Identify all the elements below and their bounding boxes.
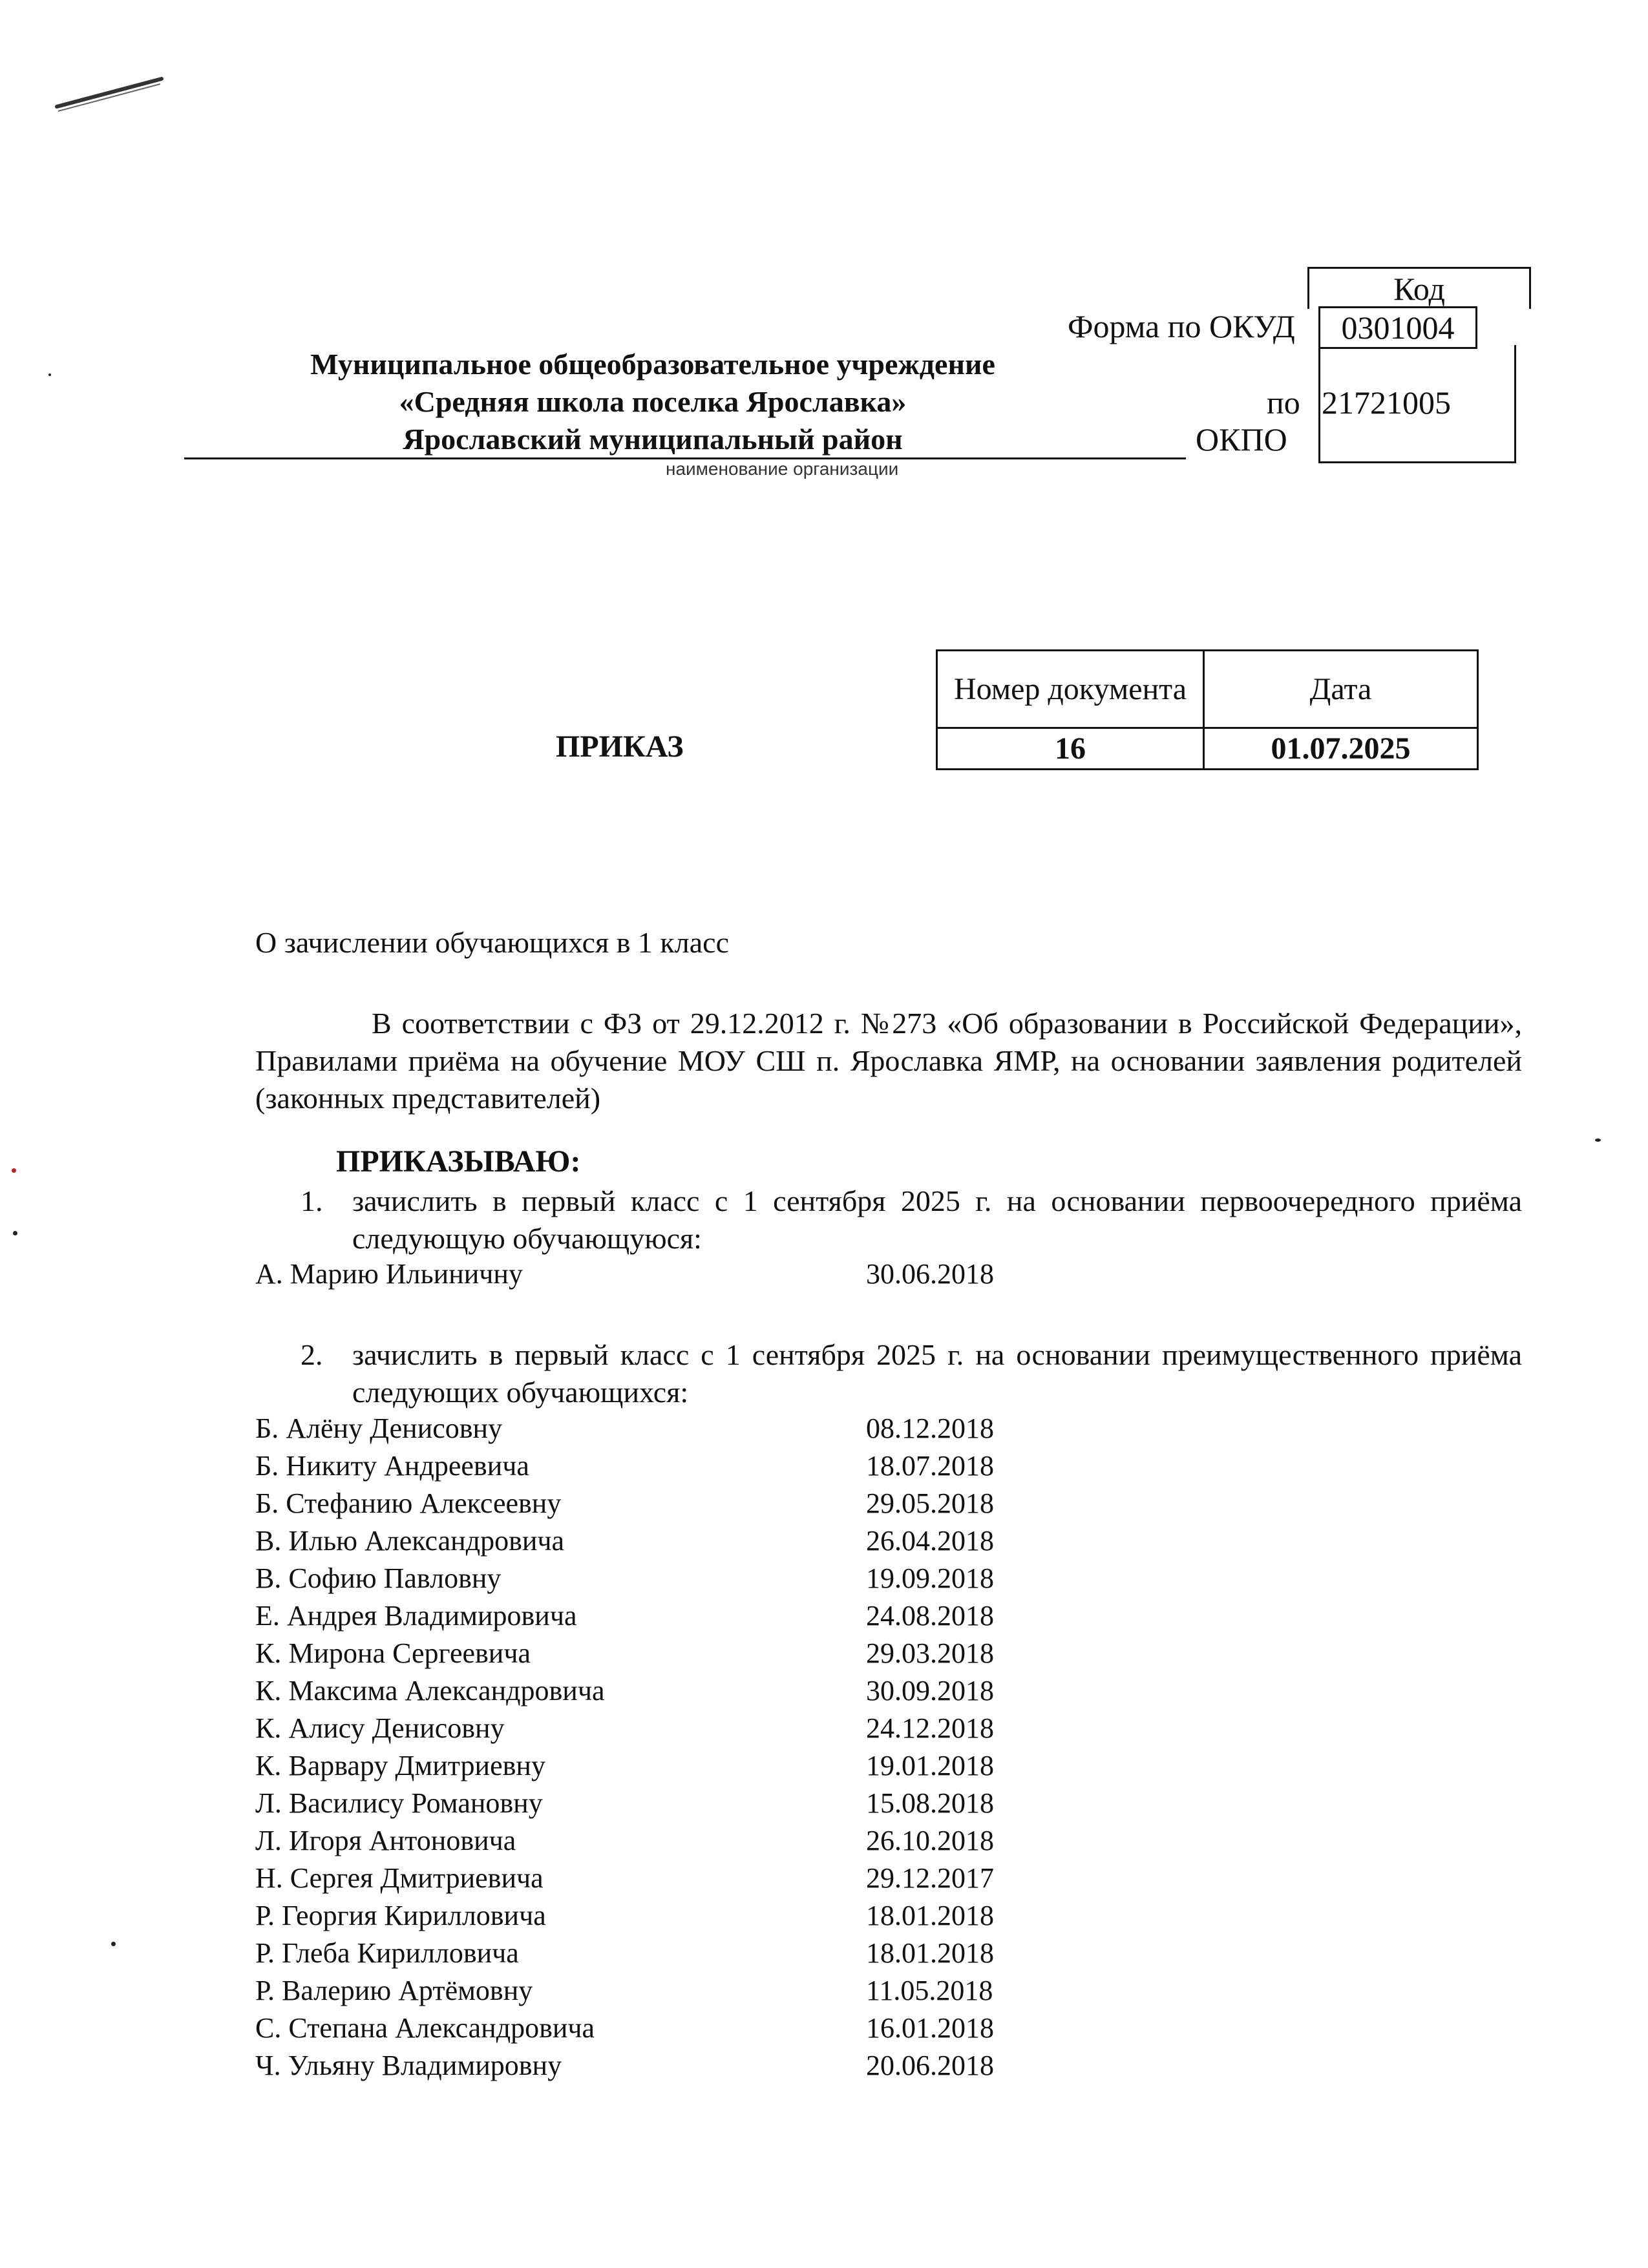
student-birthdate: 24.12.2018 bbox=[866, 1712, 994, 1744]
okpo-value: 21721005 bbox=[1322, 384, 1451, 421]
okud-value: 0301004 bbox=[1318, 306, 1477, 349]
scan-speck bbox=[1595, 1139, 1601, 1142]
student-row bbox=[255, 2047, 1095, 2084]
student-name: В. Софию Павловну bbox=[255, 1562, 502, 1594]
student-row bbox=[255, 1747, 1095, 1785]
scan-speck bbox=[48, 373, 51, 376]
student-row bbox=[255, 1785, 1095, 1822]
student-row bbox=[255, 1860, 1095, 1897]
student-name: Е. Андрея Владимировича bbox=[255, 1600, 577, 1632]
scan-speck bbox=[13, 1231, 17, 1235]
student-row bbox=[255, 1710, 1095, 1747]
student-name: Ч. Ульяну Владимировну bbox=[255, 2050, 562, 2081]
student-name: Р. Валерию Артёмовну bbox=[255, 1975, 533, 2006]
organization-name bbox=[194, 346, 1112, 458]
student-name: С. Степана Александровича bbox=[255, 2012, 595, 2044]
organization-line-3: Ярославский муниципальный район bbox=[403, 423, 903, 456]
student-row bbox=[255, 2010, 1095, 2047]
student-row bbox=[255, 1972, 1095, 2010]
preamble-paragraph: В соответствии с ФЗ от 29.12.2012 г. №273 «Об образовании в Российской Федерации», Правилами приёма на обучение МОУ СШ п. Ярославка ЯМР, на основании заявления родителей (законных представителей) bbox=[255, 1007, 1522, 1115]
item-2-text: зачислить в первый класс с 1 сентября 2025 г. на основании преимущественного приёма следующих обучающихся: bbox=[352, 1338, 1522, 1409]
student-name: Б. Алёну Денисовну bbox=[255, 1412, 503, 1444]
student-row bbox=[255, 1522, 1095, 1560]
student-birthdate: 29.05.2018 bbox=[866, 1487, 994, 1519]
okpo-label-top: по bbox=[1267, 384, 1300, 421]
student-birthdate: 24.08.2018 bbox=[866, 1600, 994, 1632]
order-date: 01.07.2025 bbox=[1204, 728, 1478, 770]
student-birthdate: 26.10.2018 bbox=[866, 1825, 994, 1856]
student-name: Л. Василису Романовну bbox=[255, 1787, 543, 1819]
order-number-table bbox=[936, 649, 1479, 770]
scan-speck bbox=[12, 1168, 16, 1173]
student-birthdate: 30.09.2018 bbox=[866, 1675, 994, 1706]
okud-label: Форма по ОКУД bbox=[1068, 308, 1295, 344]
student-birthdate: 11.05.2018 bbox=[866, 1975, 993, 2006]
student-row bbox=[255, 1935, 1095, 1972]
student-row bbox=[255, 1635, 1095, 1672]
student-birthdate: 18.01.2018 bbox=[866, 1937, 994, 1969]
item-1-number: 1. bbox=[301, 1184, 323, 1217]
student-name: А. Марию Ильиничну bbox=[255, 1258, 523, 1290]
student-row bbox=[255, 1410, 1095, 1447]
student-row bbox=[255, 1822, 1095, 1860]
student-birthdate: 18.07.2018 bbox=[866, 1450, 994, 1482]
scan-speck bbox=[111, 1942, 116, 1946]
organization-line-1: Муниципальное общеобразовательное учреждение bbox=[310, 348, 995, 381]
student-birthdate: 08.12.2018 bbox=[866, 1412, 994, 1444]
item-2-number: 2. bbox=[301, 1338, 323, 1371]
student-row bbox=[255, 1597, 1095, 1635]
student-birthdate: 29.03.2018 bbox=[866, 1637, 994, 1669]
order-word: ПРИКАЗЫВАЮ: bbox=[336, 1144, 581, 1179]
student-birthdate: 20.06.2018 bbox=[866, 2050, 994, 2081]
organization-caption: наименование организации bbox=[666, 459, 899, 479]
student-name: В. Илью Александровича bbox=[255, 1525, 565, 1557]
number-header: Номер документа bbox=[937, 651, 1204, 728]
student-name: Р. Георгия Кирилловича bbox=[255, 1900, 546, 1931]
organization-line-2: «Средняя школа поселка Ярославка» bbox=[399, 385, 907, 418]
student-birthdate: 16.01.2018 bbox=[866, 2012, 994, 2044]
student-name: Б. Стефанию Алексеевну bbox=[255, 1487, 562, 1519]
scan-artifact-stroke bbox=[52, 71, 168, 116]
student-row bbox=[255, 1485, 1095, 1522]
okpo-label-bottom: ОКПО bbox=[1196, 421, 1287, 457]
student-birthdate: 18.01.2018 bbox=[866, 1900, 994, 1931]
student-name: Б. Никиту Андреевича bbox=[255, 1450, 529, 1482]
student-row bbox=[255, 1672, 1095, 1710]
order-number: 16 bbox=[937, 728, 1204, 770]
student-row bbox=[255, 1255, 1095, 1293]
student-row bbox=[255, 1447, 1095, 1485]
codes-header: Код bbox=[1393, 271, 1445, 307]
student-birthdate: 26.04.2018 bbox=[866, 1525, 994, 1557]
student-row bbox=[255, 1897, 1095, 1935]
student-birthdate: 19.01.2018 bbox=[866, 1750, 994, 1781]
student-name: К. Максима Александровича bbox=[255, 1675, 605, 1706]
student-row bbox=[255, 1560, 1095, 1597]
student-name: Н. Сергея Дмитриевича bbox=[255, 1862, 544, 1894]
student-name: Р. Глеба Кирилловича bbox=[255, 1937, 519, 1969]
subject-line: О зачислении обучающихся в 1 класс bbox=[255, 926, 729, 959]
date-header: Дата bbox=[1204, 651, 1478, 728]
student-birthdate: 15.08.2018 bbox=[866, 1787, 994, 1819]
student-name: Л. Игоря Антоновича bbox=[255, 1825, 516, 1856]
student-birthdate: 30.06.2018 bbox=[866, 1258, 994, 1290]
order-title: ПРИКАЗ bbox=[556, 730, 684, 764]
student-name: К. Варвару Дмитриевну bbox=[255, 1750, 545, 1781]
student-name: К. Мирона Сергеевича bbox=[255, 1637, 531, 1669]
item-1-text: зачислить в первый класс с 1 сентября 2025 г. на основании первоочередного приёма следующую обучающуюся: bbox=[352, 1184, 1522, 1255]
student-name: К. Алису Денисовну bbox=[255, 1712, 505, 1744]
student-birthdate: 29.12.2017 bbox=[866, 1862, 994, 1894]
student-birthdate: 19.09.2018 bbox=[866, 1562, 994, 1594]
